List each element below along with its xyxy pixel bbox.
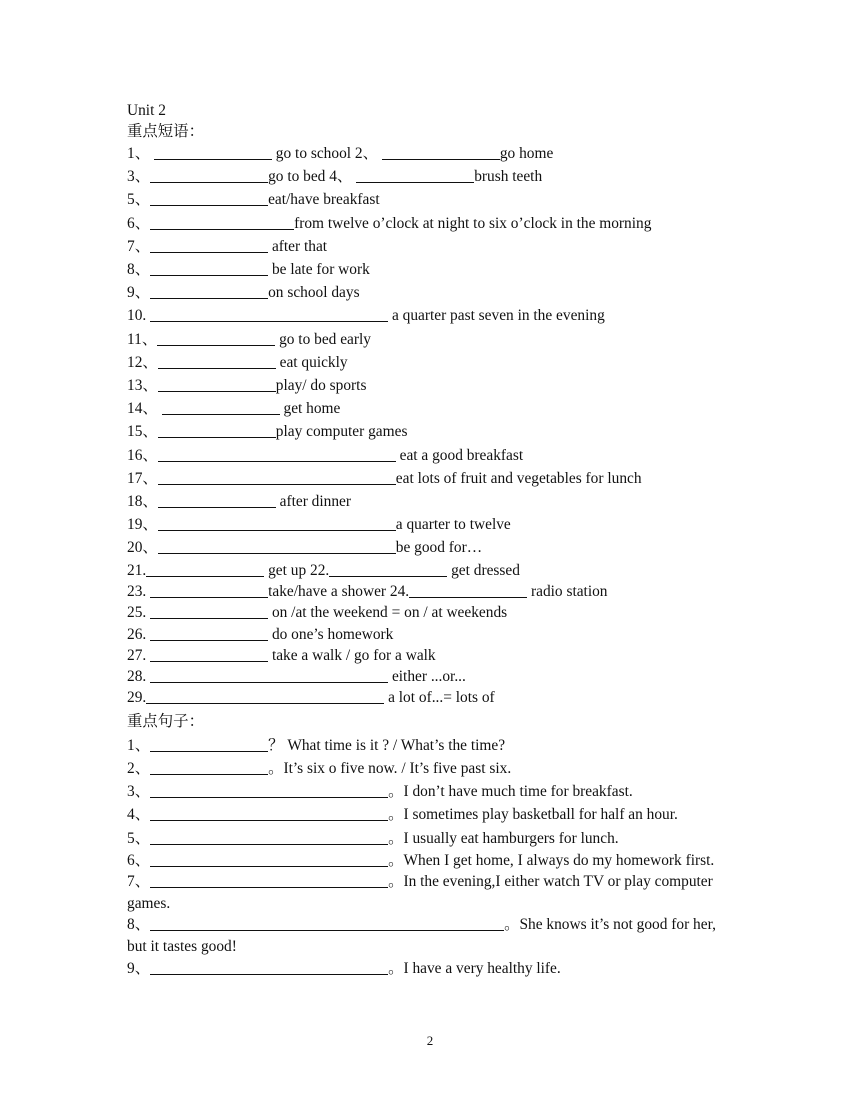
answer-blank[interactable] bbox=[150, 191, 268, 206]
phrase-row-19 bbox=[127, 560, 737, 581]
phrase-number: 1、 bbox=[127, 145, 151, 162]
phrase-text: either ...or... bbox=[388, 668, 466, 686]
answer-blank[interactable] bbox=[150, 261, 268, 276]
answer-blank[interactable] bbox=[150, 960, 388, 975]
answer-blank[interactable] bbox=[158, 423, 276, 438]
phrase-text: radio station bbox=[527, 582, 608, 600]
phrase-number: 22. bbox=[310, 561, 330, 579]
phrase-number: 24. bbox=[389, 582, 410, 600]
worksheet bbox=[127, 100, 737, 980]
phrase-text: after that bbox=[268, 237, 328, 255]
phrase-row-23 bbox=[127, 645, 737, 666]
phrase-row-1 bbox=[127, 142, 737, 165]
phrase-text: be late for work bbox=[268, 261, 370, 279]
phrase-row-20 bbox=[127, 581, 737, 602]
phrase-number: 9、 bbox=[127, 284, 151, 302]
phrase-text: after dinner bbox=[275, 493, 351, 511]
sentence-row-9 bbox=[127, 957, 737, 980]
sentence-number: 5、 bbox=[127, 829, 151, 847]
phrase-text: get up bbox=[264, 561, 310, 579]
phrase-row-5 bbox=[127, 235, 737, 258]
answer-blank[interactable] bbox=[150, 760, 268, 775]
answer-blank[interactable] bbox=[162, 400, 280, 415]
phrase-number: 14、 bbox=[127, 400, 158, 418]
phrase-row-18 bbox=[127, 536, 737, 559]
phrase-number: 15、 bbox=[127, 423, 158, 441]
phrase-number: 6、 bbox=[127, 214, 151, 232]
sentence-text: 。It’s six o five now. / It’s five past six. bbox=[268, 759, 512, 777]
phrase-number: 28. bbox=[127, 668, 151, 686]
phrase-row-7 bbox=[127, 281, 737, 304]
phrase-number: 12、 bbox=[127, 353, 158, 371]
answer-blank[interactable] bbox=[150, 806, 388, 821]
phrase-text: a lot of...= lots of bbox=[384, 689, 495, 707]
sentence-number: 2、 bbox=[127, 759, 151, 777]
phrase-number: 3、 bbox=[127, 168, 151, 186]
sentence-text: 。I usually eat hamburgers for lunch. bbox=[388, 829, 619, 847]
phrase-number: 21. bbox=[127, 561, 147, 579]
phrase-number: 7、 bbox=[127, 237, 151, 255]
phrase-text: play/ do sports bbox=[275, 377, 367, 395]
phrase-row-17 bbox=[127, 513, 737, 536]
phrase-row-13 bbox=[127, 420, 737, 443]
sentence-number: 6、 bbox=[127, 851, 151, 869]
phrase-row-8 bbox=[127, 304, 737, 327]
phrase-row-10 bbox=[127, 351, 737, 374]
phrase-number: 25. bbox=[127, 604, 151, 622]
phrase-text: go to bed bbox=[268, 168, 330, 186]
phrase-row-3 bbox=[127, 188, 737, 211]
phrases-heading: 重点短语： bbox=[127, 123, 204, 140]
phrase-text: be good for… bbox=[395, 539, 483, 557]
phrase-row-15 bbox=[127, 467, 737, 490]
sentence-text: 。I don’t have much time for breakfast. bbox=[388, 783, 633, 801]
phrase-number: 20、 bbox=[127, 539, 158, 557]
phrase-number: 29. bbox=[127, 689, 147, 707]
sentence-text: 。When I get home, I always do my homework first. bbox=[388, 851, 715, 869]
sentence-row-2 bbox=[127, 757, 737, 780]
sentences-heading: 重点句子： bbox=[127, 712, 204, 730]
phrase-text: go to bed early bbox=[275, 330, 371, 348]
answer-blank[interactable] bbox=[146, 689, 384, 704]
answer-blank[interactable] bbox=[150, 668, 388, 683]
answer-blank[interactable] bbox=[154, 145, 272, 160]
sentence-row-5 bbox=[127, 827, 737, 850]
phrase-number: 2、 bbox=[354, 145, 378, 162]
answer-blank[interactable] bbox=[158, 516, 396, 531]
sentence-number: 9、 bbox=[127, 960, 151, 978]
sentence-text: 。I have a very healthy life. bbox=[388, 960, 561, 978]
answer-blank[interactable] bbox=[158, 539, 396, 554]
page-number: 2 bbox=[426, 1033, 434, 1048]
phrase-row-9 bbox=[127, 328, 737, 351]
answer-blank[interactable] bbox=[409, 583, 527, 598]
sentence-text: 。In the evening,I either watch TV or play computer games. bbox=[127, 873, 713, 912]
phrase-number: 26. bbox=[127, 625, 151, 643]
phrase-text: a quarter past seven in the evening bbox=[388, 307, 605, 325]
sentence-number: 4、 bbox=[127, 806, 151, 824]
sentence-text: ？ What time is it ? / What’s the time? bbox=[268, 736, 506, 754]
phrase-text: play computer games bbox=[275, 423, 408, 441]
sentence-number: 7、 bbox=[127, 873, 151, 891]
answer-blank[interactable] bbox=[150, 307, 388, 322]
phrase-row-2 bbox=[127, 165, 737, 188]
phrase-text: take/have a shower bbox=[268, 582, 390, 600]
phrase-text: eat/have breakfast bbox=[268, 191, 380, 209]
unit-title: Unit 2 bbox=[127, 102, 166, 119]
phrase-row-12 bbox=[127, 397, 737, 420]
phrase-number: 18、 bbox=[127, 493, 158, 511]
phrase-row-11 bbox=[127, 374, 737, 397]
sentence-text: 。She knows it’s not good for her, but it tastes good! bbox=[127, 916, 716, 955]
sentence-text: 。I sometimes play basketball for half an hour. bbox=[388, 806, 678, 824]
phrase-number: 5、 bbox=[127, 191, 151, 209]
sentence-row-4 bbox=[127, 803, 737, 826]
sentence-number: 8、 bbox=[127, 916, 151, 934]
sentence-row-8 bbox=[127, 914, 737, 957]
answer-blank[interactable] bbox=[158, 354, 276, 369]
phrase-row-22 bbox=[127, 624, 737, 645]
phrase-text: a quarter to twelve bbox=[395, 516, 511, 534]
phrase-text: eat lots of fruit and vegetables for lunch bbox=[395, 469, 642, 487]
phrase-text: do one’s homework bbox=[268, 625, 394, 643]
answer-blank[interactable] bbox=[150, 215, 294, 230]
sentence-number: 3、 bbox=[127, 783, 151, 801]
phrase-number: 10. bbox=[127, 307, 151, 325]
phrase-number: 8、 bbox=[127, 261, 151, 279]
phrase-text: brush teeth bbox=[474, 168, 543, 186]
phrase-number: 17、 bbox=[127, 469, 158, 487]
phrase-row-25 bbox=[127, 687, 737, 708]
answer-blank[interactable] bbox=[150, 852, 388, 867]
answer-blank[interactable] bbox=[150, 583, 268, 598]
answer-blank[interactable] bbox=[158, 493, 276, 508]
phrase-text: take a walk / go for a walk bbox=[268, 646, 436, 664]
phrase-row-24 bbox=[127, 666, 737, 687]
phrase-text: on /at the weekend = on / at weekends bbox=[268, 604, 508, 622]
phrase-row-6 bbox=[127, 258, 737, 281]
phrase-number: 11、 bbox=[127, 330, 158, 348]
answer-blank[interactable] bbox=[146, 562, 264, 577]
phrase-number: 19、 bbox=[127, 516, 158, 534]
answer-blank[interactable] bbox=[158, 377, 276, 392]
phrase-number: 4、 bbox=[329, 168, 353, 186]
answer-blank[interactable] bbox=[150, 783, 388, 798]
answer-blank[interactable] bbox=[150, 873, 388, 888]
answer-blank[interactable] bbox=[158, 447, 396, 462]
answer-blank[interactable] bbox=[356, 168, 474, 183]
phrase-row-4 bbox=[127, 212, 737, 235]
answer-blank[interactable] bbox=[150, 604, 268, 619]
phrase-number: 23. bbox=[127, 582, 151, 600]
phrase-number: 13、 bbox=[127, 377, 158, 395]
answer-blank[interactable] bbox=[150, 647, 268, 662]
answer-blank[interactable] bbox=[150, 626, 268, 641]
answer-blank[interactable] bbox=[150, 830, 388, 845]
phrase-text: eat quickly bbox=[275, 353, 348, 371]
answer-blank[interactable] bbox=[382, 145, 500, 160]
phrase-number: 16、 bbox=[127, 446, 158, 464]
answer-blank[interactable] bbox=[150, 284, 268, 299]
answer-blank[interactable] bbox=[157, 331, 275, 346]
answer-blank[interactable] bbox=[150, 737, 268, 752]
phrase-text: eat a good breakfast bbox=[395, 446, 524, 464]
answer-blank[interactable] bbox=[150, 238, 268, 253]
sentence-number: 1、 bbox=[127, 736, 151, 754]
phrase-text: on school days bbox=[268, 284, 360, 302]
sentence-row-3 bbox=[127, 780, 737, 803]
phrase-number: 27. bbox=[127, 646, 151, 664]
answer-blank[interactable] bbox=[158, 470, 396, 485]
phrase-text: get home bbox=[279, 400, 341, 418]
sentence-row-1 bbox=[127, 734, 737, 757]
sentence-row-7 bbox=[127, 871, 737, 914]
answer-blank[interactable] bbox=[329, 562, 447, 577]
phrase-text: from twelve o’clock at night to six o’clock in the morning bbox=[294, 214, 652, 232]
phrase-row-21 bbox=[127, 602, 737, 623]
sentence-row-6 bbox=[127, 850, 737, 872]
answer-blank[interactable] bbox=[150, 168, 268, 183]
phrase-text: get dressed bbox=[447, 561, 520, 579]
phrase-row-16 bbox=[127, 490, 737, 513]
answer-blank[interactable] bbox=[150, 916, 504, 931]
phrase-row-14 bbox=[127, 444, 737, 467]
phrase-text: go to school bbox=[271, 145, 355, 162]
phrase-text: go home bbox=[499, 145, 554, 162]
